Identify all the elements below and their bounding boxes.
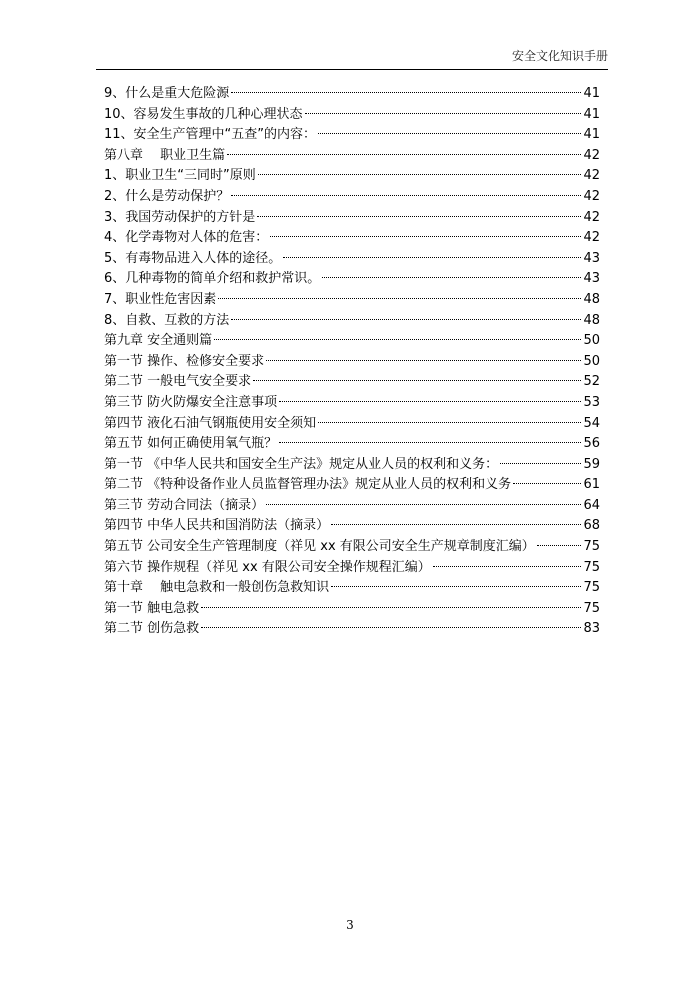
toc-entry-page: 48 (583, 312, 600, 328)
dot-leader (266, 360, 581, 361)
toc-entry-title: 3、我国劳动保护的方针是 (104, 209, 256, 225)
toc-entry-page: 68 (583, 518, 600, 534)
toc-entry-title: 第八章 职业卫生篇 (104, 147, 226, 163)
toc-entry-title: 1、职业卫生“三同时”原则 (104, 168, 256, 184)
toc-entry[interactable] (104, 228, 600, 249)
toc-entry-page: 75 (583, 600, 600, 616)
toc-entry-page: 43 (583, 271, 600, 287)
toc-entry-title: 第四节 中华人民共和国消防法（摘录） (104, 518, 330, 534)
toc-entry[interactable] (104, 496, 600, 517)
toc-entry-title: 第三节 劳动合同法（摘录） (104, 497, 265, 513)
toc-entry-title: 11、安全生产管理中“五查”的内容： (104, 127, 317, 143)
toc-entry-page: 41 (583, 106, 600, 122)
dot-leader (283, 257, 581, 258)
toc-entry-page: 42 (583, 147, 600, 163)
dot-leader (513, 483, 581, 484)
dot-leader (500, 463, 581, 464)
toc-entry[interactable] (104, 352, 600, 373)
toc-entry[interactable] (104, 84, 600, 105)
toc-entry[interactable] (104, 475, 600, 496)
toc-entry-page: 42 (583, 230, 600, 246)
toc-entry-title: 9、什么是重大危险源 (104, 86, 230, 101)
dot-leader (201, 607, 581, 608)
dot-leader (201, 627, 581, 628)
toc-entry-title: 第六节 操作规程（祥见 xx 有限公司安全操作规程汇编） (104, 559, 431, 575)
toc-entry-page: 43 (583, 250, 600, 266)
toc-entry-page: 41 (583, 127, 600, 143)
toc-entry[interactable] (104, 619, 600, 640)
toc-entry-page: 59 (583, 456, 600, 472)
table-of-contents (104, 84, 600, 640)
toc-entry-title: 7、职业性危害因素 (104, 291, 217, 307)
dot-leader (279, 442, 581, 443)
toc-entry[interactable] (104, 311, 600, 332)
toc-entry-page: 42 (583, 168, 600, 184)
toc-entry-title: 第四节 液化石油气钢瓶使用安全须知 (104, 415, 317, 431)
dot-leader (258, 174, 582, 175)
toc-entry-page: 83 (583, 621, 600, 637)
toc-entry-title: 第一节 触电急救 (104, 600, 200, 616)
running-header-title: 安全文化知识手册 (511, 49, 608, 63)
dot-leader (253, 380, 581, 381)
dot-leader (231, 319, 581, 320)
toc-entry-page: 75 (583, 559, 600, 575)
toc-entry-title: 第五节 如何正确使用氧气瓶？ (104, 436, 278, 452)
toc-entry-title: 第九章 安全通则篇 (104, 333, 213, 349)
toc-entry-title: 第一节 操作、检修安全要求 (104, 353, 265, 369)
toc-entry-title: 10、容易发生事故的几种心理状态 (104, 106, 303, 122)
dot-leader (231, 195, 581, 196)
dot-leader (270, 236, 581, 237)
toc-entry[interactable] (104, 105, 600, 126)
toc-entry-page: 42 (583, 209, 600, 225)
toc-entry[interactable] (104, 290, 600, 311)
toc-entry[interactable] (104, 166, 600, 187)
toc-entry-page: 53 (583, 394, 600, 410)
toc-entry[interactable] (104, 125, 600, 146)
toc-entry-page: 64 (583, 497, 600, 513)
dot-leader (305, 113, 582, 114)
toc-entry-title: 第三节 防火防爆安全注意事项 (104, 394, 278, 410)
toc-entry-title: 第二节 创伤急救 (104, 621, 200, 637)
toc-entry-page: 41 (583, 86, 600, 101)
dot-leader (433, 566, 582, 567)
toc-entry[interactable] (104, 414, 600, 435)
dot-leader (266, 504, 581, 505)
toc-entry[interactable] (104, 372, 600, 393)
dot-leader (214, 339, 581, 340)
dot-leader (318, 133, 581, 134)
toc-entry-title: 2、什么是劳动保护？ (104, 188, 230, 204)
toc-entry-title: 第一节 《中华人民共和国安全生产法》规定从业人员的权利和义务： (104, 456, 499, 472)
dot-leader (331, 524, 581, 525)
toc-entry-title: 8、自救、互救的方法 (104, 312, 230, 328)
toc-entry-title: 第二节 一般电气安全要求 (104, 374, 252, 390)
toc-entry-page: 42 (583, 188, 600, 204)
toc-entry[interactable] (104, 578, 600, 599)
dot-leader (537, 545, 582, 546)
dot-leader (227, 154, 581, 155)
toc-entry-page: 50 (583, 353, 600, 369)
dot-leader (218, 298, 581, 299)
toc-entry-title: 第十章 触电急救和一般创伤急救知识 (104, 580, 330, 596)
toc-entry-title: 第五节 公司安全生产管理制度（祥见 xx 有限公司安全生产规章制度汇编） (104, 539, 535, 555)
toc-entry-title: 4、化学毒物对人体的危害： (104, 230, 269, 246)
toc-entry[interactable] (104, 249, 600, 270)
toc-entry[interactable] (104, 208, 600, 229)
toc-entry[interactable] (104, 558, 600, 579)
toc-entry[interactable] (104, 599, 600, 620)
toc-entry[interactable] (104, 434, 600, 455)
toc-entry-page: 56 (583, 436, 600, 452)
toc-entry-title: 第二节 《特种设备作业人员监督管理办法》规定从业人员的权利和义务 (104, 477, 512, 493)
toc-entry-page: 54 (583, 415, 600, 431)
toc-entry[interactable] (104, 269, 600, 290)
toc-entry-page: 50 (583, 333, 600, 349)
toc-entry-page: 52 (583, 374, 600, 390)
toc-entry-page: 75 (583, 580, 600, 596)
toc-entry-title: 5、有毒物品进入人体的途径。 (104, 250, 282, 266)
dot-leader (322, 277, 581, 278)
toc-entry-page: 48 (583, 291, 600, 307)
toc-entry[interactable] (104, 393, 600, 414)
toc-entry-page: 61 (583, 477, 600, 493)
toc-entry[interactable] (104, 331, 600, 352)
dot-leader (231, 92, 581, 93)
toc-entry-page: 75 (583, 539, 600, 555)
toc-entry[interactable] (104, 455, 600, 476)
dot-leader (257, 216, 581, 217)
toc-entry-title: 6、几种毒物的简单介绍和救护常识。 (104, 271, 321, 287)
toc-entry[interactable] (104, 537, 600, 558)
toc-entry[interactable] (104, 146, 600, 167)
dot-leader (318, 422, 581, 423)
toc-entry[interactable] (104, 187, 600, 208)
toc-entry[interactable] (104, 516, 600, 537)
dot-leader (279, 401, 581, 402)
page-number: 3 (346, 918, 354, 932)
header-rule (96, 69, 608, 70)
dot-leader (331, 586, 581, 587)
